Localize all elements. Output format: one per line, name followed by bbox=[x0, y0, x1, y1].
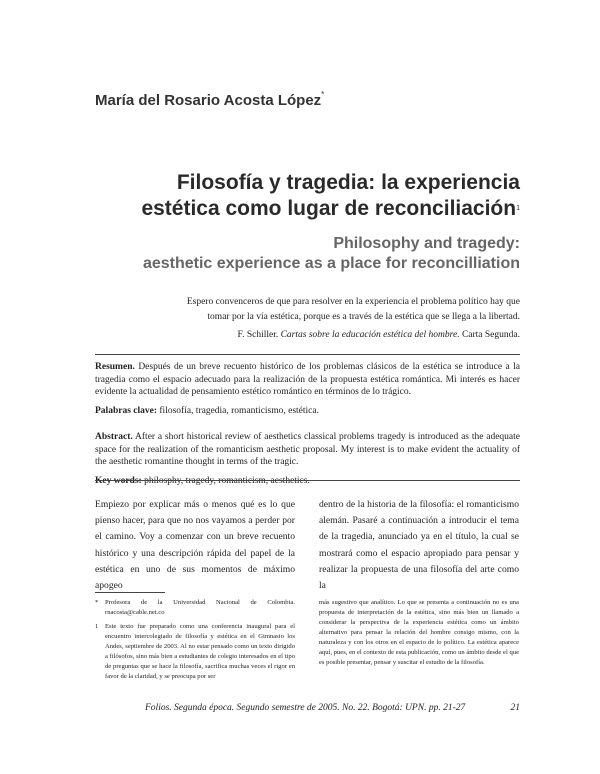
abstract-text: After a short historical review of aesthetics classical problems tragedy is introduced as the adequate space for the realization of the romanticism aesthetic proposal. My interest is to make evident the actuality of the aesthetic romantine thought in terms of the tragic. bbox=[95, 432, 520, 467]
epigraph-source-title: Cartas sobre la educación estética del hombre. bbox=[280, 330, 460, 340]
footnote-author bbox=[95, 598, 295, 618]
abstract-section bbox=[95, 354, 520, 487]
footnote-text: Este texto fue preparado como una conferencia inaugural para el encuentro intercolegiado de filosofía y estética en el Gimnasio los Andes, septiembre de 2003. Al no estar pensado como un texto dirigido a filósofos, sino más bien a estudiantes de colegio interesados en el tipo de preguntas que se hace la filosofía, sacrifica muchas veces el rigor en favor de la claridad, y se preocupa por ser bbox=[105, 623, 295, 680]
palabras-clave-label: Palabras clave: bbox=[95, 405, 158, 416]
footnote-mark: 1 bbox=[95, 623, 99, 630]
footnotes-left bbox=[95, 598, 295, 686]
epigraph-source bbox=[180, 328, 520, 343]
epigraph-source-author: F. Schiller. bbox=[237, 330, 279, 340]
title-footnote-mark: 1 bbox=[516, 205, 520, 212]
body-column-left: Empiezo por explicar más o menos qué es lo que pienso hacer, para que no nos vayamos a perder por el camino. Voy a comenzar con un breve recuento histórico y una descripción rápida del papel de la estética en uno de sus momentos de máximo apogeo bbox=[95, 499, 295, 592]
footnote-1 bbox=[95, 622, 295, 682]
title-line-1: Filosofía y tragedia: la experiencia bbox=[176, 171, 520, 194]
key-words-text: philosphy, tragedy, romanticism, aesthetics. bbox=[144, 475, 310, 486]
footnote-rule bbox=[95, 592, 165, 593]
journal-citation: Folios. Segunda época. Segundo semestre de 2005. No. 22. Bogotá: UPN. pp. 21-27 bbox=[145, 703, 466, 713]
resumen bbox=[95, 361, 520, 399]
resumen-text: Después de un breve recuento histórico de los problemas clásicos de la estética se introduce a la tragedia como el espacio adecuado para la realización de la propuesta estética romántica. Mi interés es hacer evidente la actualidad de pensamiento estético romántico en términos de lo trágico. bbox=[95, 362, 521, 397]
footnote-mark: * bbox=[95, 599, 99, 606]
abstract-label: Abstract. bbox=[95, 432, 133, 442]
footnote-1-continued: más sugestivo que analítico. Lo que se presenta a continuación no es una propuesta de interpretación de la estética, sino más bien un llamado a considerar la perspectiva de la experiencia estética como un ámbito alternativo para pensar la relación del hombre consigo mismo, con la naturaleza y con los otros en el espacio de lo político. La estética aparece aquí, pues, en el contexto de esta publicación, como un ámbito desde el que es posible presentar, pensar y suscitar el estudio de la filosofía. bbox=[319, 599, 519, 666]
author-footnote-mark: * bbox=[321, 90, 325, 99]
footnote-text: Profesora de la Universidad Nacional de Colombia. rnacosta@cable.net.co bbox=[105, 599, 295, 616]
page-number: 21 bbox=[510, 703, 520, 713]
epigraph-source-rest: Carta Segunda. bbox=[461, 330, 520, 340]
palabras-clave-text: filosofía, tragedia, romanticismo, estética. bbox=[159, 405, 319, 416]
body-column-right: dentro de la historia de la filosofía: el romanticismo alemán. Pasaré a continuación a introducir el tema de la tragedia, anunciado ya en el título, la cual se mostrará como el espacio apropiado para pensar y realizar la propuesta de una filosofía del arte como la bbox=[319, 499, 519, 592]
title-line-2-text: estética como lugar de reconciliación bbox=[141, 197, 517, 220]
article-title bbox=[80, 170, 520, 222]
abstract-bottom-rule bbox=[95, 480, 520, 481]
abstract-en bbox=[95, 431, 520, 469]
author-name-text: María del Rosario Acosta López bbox=[95, 92, 322, 109]
key-words-label: Key words: bbox=[95, 475, 142, 486]
english-title-line-2: aesthetic experience as a place for reconcilliation bbox=[142, 255, 520, 272]
palabras-clave bbox=[95, 405, 520, 418]
author-name bbox=[95, 92, 324, 109]
epigraph-quote: Espero convenceros de que para resolver en la experiencia el problema político hay que tomar por la vía estética, porque es a través de la estética que se llega a la libertad. bbox=[186, 297, 520, 322]
english-title bbox=[80, 234, 520, 274]
title-line-2 bbox=[80, 196, 520, 222]
footnotes-right bbox=[319, 598, 519, 668]
epigraph bbox=[180, 295, 520, 343]
english-title-line-1: Philosophy and tragedy: bbox=[333, 235, 520, 252]
resumen-label: Resumen. bbox=[95, 362, 135, 372]
